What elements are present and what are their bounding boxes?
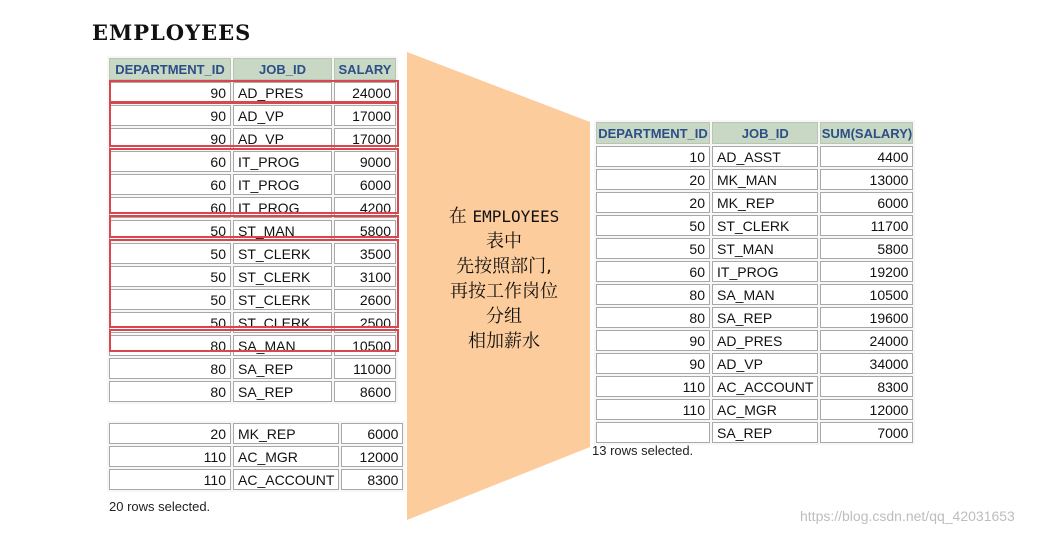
department-id-cell: 50 (109, 220, 231, 241)
job-id-cell: ST_CLERK (712, 215, 818, 236)
job-id-cell: IT_PROG (712, 261, 818, 282)
salary-cell: 11700 (820, 215, 913, 236)
job-id-cell: MK_REP (233, 423, 339, 444)
salary-cell: 13000 (820, 169, 913, 190)
table-row (596, 307, 913, 328)
column-header-sum-salary: SUM(SALARY) (820, 122, 913, 144)
job-id-cell: MK_MAN (712, 169, 818, 190)
table-row (109, 358, 396, 379)
column-header-job-id: JOB_ID (233, 58, 332, 80)
department-id-cell: 60 (596, 261, 710, 282)
job-id-cell: ST_CLERK (233, 312, 332, 333)
department-id-cell: 110 (596, 376, 710, 397)
department-id-cell: 90 (109, 105, 231, 126)
department-id-cell: 90 (109, 82, 231, 103)
department-id-cell: 50 (109, 312, 231, 333)
job-id-cell: AC_MGR (233, 446, 339, 467)
salary-cell: 34000 (820, 353, 913, 374)
department-id-cell: 50 (109, 266, 231, 287)
salary-cell: 5800 (820, 238, 913, 259)
salary-cell: 4200 (334, 197, 396, 218)
description-line-4: 再按工作岗位 (450, 281, 558, 302)
department-id-cell: 90 (596, 330, 710, 351)
table-row (109, 289, 396, 310)
column-header-salary: SALARY (334, 58, 396, 80)
job-id-cell: AC_MGR (712, 399, 818, 420)
job-id-cell: AD_PRES (712, 330, 818, 351)
salary-cell: 10500 (334, 335, 396, 356)
table-row (109, 82, 396, 103)
department-id-cell: 60 (109, 174, 231, 195)
salary-cell: 8600 (334, 381, 396, 402)
salary-cell: 2600 (334, 289, 396, 310)
salary-cell: 9000 (334, 151, 396, 172)
description-line-5: 分组 (486, 306, 522, 327)
description-line-6: 相加薪水 (468, 331, 540, 352)
job-id-cell: SA_REP (712, 422, 818, 443)
job-id-cell: AD_VP (233, 105, 332, 126)
table-row (596, 399, 913, 420)
department-id-cell: 10 (596, 146, 710, 167)
job-id-cell: ST_MAN (233, 220, 332, 241)
job-id-cell: ST_MAN (712, 238, 818, 259)
result-table (594, 120, 915, 445)
salary-cell: 19600 (820, 307, 913, 328)
table-header-row (596, 122, 913, 144)
table-row (109, 446, 403, 467)
watermark: https://blog.csdn.net/qq_42031653 (800, 508, 1015, 524)
table-row (596, 169, 913, 190)
employees-table (107, 56, 398, 404)
department-id-cell: 110 (109, 469, 231, 490)
table-row (109, 266, 396, 287)
job-id-cell: IT_PROG (233, 174, 332, 195)
table-row (109, 197, 396, 218)
table-row (109, 312, 396, 333)
salary-cell: 19200 (820, 261, 913, 282)
table-row (596, 146, 913, 167)
job-id-cell: AD_VP (233, 128, 332, 149)
department-id-cell: 50 (109, 243, 231, 264)
table-row (596, 376, 913, 397)
job-id-cell: AD_ASST (712, 146, 818, 167)
salary-cell: 7000 (820, 422, 913, 443)
department-id-cell: 20 (596, 192, 710, 213)
description-line-3: 先按照部门, (456, 256, 552, 277)
department-id-cell: 80 (596, 284, 710, 305)
job-id-cell: SA_MAN (712, 284, 818, 305)
left-rows-caption: 20 rows selected. (109, 499, 211, 514)
salary-cell: 6000 (341, 423, 403, 444)
job-id-cell: SA_REP (233, 381, 332, 402)
job-id-cell: AD_PRES (233, 82, 332, 103)
salary-cell: 2500 (334, 312, 396, 333)
job-id-cell: AC_ACCOUNT (712, 376, 818, 397)
table-row (596, 215, 913, 236)
department-id-cell: 110 (596, 399, 710, 420)
department-id-cell: 50 (596, 215, 710, 236)
department-id-cell: 90 (109, 128, 231, 149)
salary-cell: 5800 (334, 220, 396, 241)
column-header-department-id: DEPARTMENT_ID (596, 122, 710, 144)
salary-cell: 11000 (334, 358, 396, 379)
right-rows-caption: 13 rows selected. (592, 443, 694, 458)
department-id-cell: 90 (596, 353, 710, 374)
table-row (109, 220, 396, 241)
job-id-cell: ST_CLERK (233, 243, 332, 264)
description-line-2: 表中 (486, 231, 522, 252)
table-row (109, 105, 396, 126)
table-row (109, 423, 403, 444)
grouping-description (420, 204, 588, 354)
table-row (109, 243, 396, 264)
job-id-cell: IT_PROG (233, 151, 332, 172)
table-row (109, 335, 396, 356)
job-id-cell: ST_CLERK (233, 289, 332, 310)
table-row (109, 151, 396, 172)
salary-cell: 3500 (334, 243, 396, 264)
table-row (109, 469, 403, 490)
salary-cell: 6000 (334, 174, 396, 195)
salary-cell: 12000 (820, 399, 913, 420)
table-row (596, 284, 913, 305)
department-id-cell: 60 (109, 151, 231, 172)
page-title: EMPLOYEES (92, 20, 252, 45)
job-id-cell: ST_CLERK (233, 266, 332, 287)
table-row (109, 381, 396, 402)
job-id-cell: AC_ACCOUNT (233, 469, 339, 490)
salary-cell: 24000 (820, 330, 913, 351)
salary-cell: 6000 (820, 192, 913, 213)
department-id-cell: 80 (109, 335, 231, 356)
salary-cell: 8300 (820, 376, 913, 397)
column-header-department-id: DEPARTMENT_ID (109, 58, 231, 80)
job-id-cell: SA_REP (233, 358, 332, 379)
description-line-1 (420, 204, 588, 229)
job-id-cell: AD_VP (712, 353, 818, 374)
table-row (109, 174, 396, 195)
department-id-cell: 50 (596, 238, 710, 259)
department-id-cell: 50 (109, 289, 231, 310)
job-id-cell: SA_REP (712, 307, 818, 328)
salary-cell: 12000 (341, 446, 403, 467)
department-id-cell: 20 (109, 423, 231, 444)
job-id-cell: MK_REP (712, 192, 818, 213)
salary-cell: 3100 (334, 266, 396, 287)
salary-cell: 10500 (820, 284, 913, 305)
salary-cell: 17000 (334, 105, 396, 126)
department-id-cell: 110 (109, 446, 231, 467)
salary-cell: 4400 (820, 146, 913, 167)
description-table-name: EMPLOYEES (472, 207, 560, 226)
description-prefix: 在 (448, 206, 473, 227)
department-id-cell: 80 (109, 381, 231, 402)
department-id-cell: 60 (109, 197, 231, 218)
employees-table-continued (107, 421, 405, 492)
department-id-cell (596, 422, 710, 443)
column-header-job-id: JOB_ID (712, 122, 818, 144)
table-row (596, 330, 913, 351)
table-header-row (109, 58, 396, 80)
department-id-cell: 20 (596, 169, 710, 190)
table-row (109, 128, 396, 149)
table-row (596, 353, 913, 374)
department-id-cell: 80 (109, 358, 231, 379)
table-row (596, 192, 913, 213)
table-row (596, 422, 913, 443)
table-row (596, 261, 913, 282)
department-id-cell: 80 (596, 307, 710, 328)
salary-cell: 8300 (341, 469, 403, 490)
salary-cell: 24000 (334, 82, 396, 103)
salary-cell: 17000 (334, 128, 396, 149)
job-id-cell: SA_MAN (233, 335, 332, 356)
job-id-cell: IT_PROG (233, 197, 332, 218)
table-row (596, 238, 913, 259)
